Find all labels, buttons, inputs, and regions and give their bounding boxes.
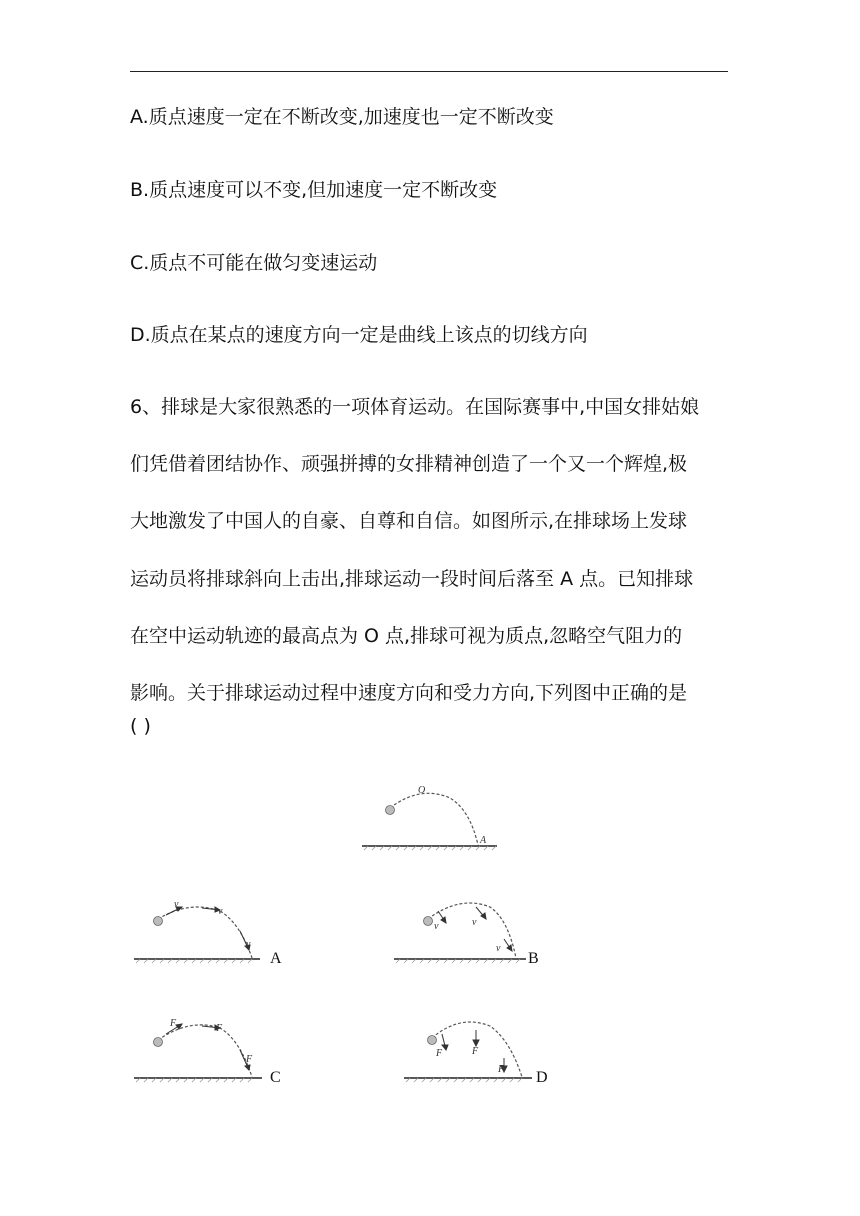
arrow-label-2: v: [472, 917, 477, 928]
main-trajectory-figure: [360, 780, 500, 855]
arrow-label-1: F: [436, 1048, 443, 1059]
question6-line-1: 6、排球是大家很熟悉的一项体育运动。在国际赛事中,中国女排姑娘: [130, 396, 700, 418]
arrow-label-2: F: [472, 1046, 479, 1057]
option-label-c: C: [270, 1069, 281, 1086]
option-d: D.质点在某点的速度方向一定是曲线上该点的切线方向: [130, 324, 588, 346]
question6-line-5: 在空中运动轨迹的最高点为 O 点,排球可视为质点,忽略空气阻力的: [130, 625, 683, 647]
option-label-b: B: [528, 950, 539, 967]
option-a: A.质点速度一定在不断改变,加速度也一定不断改变: [130, 106, 554, 128]
question6-line-3: 大地激发了中国人的自豪、自尊和自信。如图所示,在排球场上发球: [130, 510, 688, 532]
arrow-label-1: v: [174, 899, 179, 910]
ball-icon: [154, 917, 163, 926]
arrow-label-2: F: [216, 1023, 223, 1034]
arrow-label-3: F: [246, 1054, 253, 1065]
arrow-label-3: F: [498, 1064, 505, 1075]
figure-option-b: [390, 895, 550, 970]
figure-option-c: [130, 1012, 290, 1087]
label-o: O: [418, 785, 426, 796]
arrow-label-1: F: [170, 1018, 177, 1029]
ball-icon: [154, 1038, 163, 1047]
arrow-label-1: v: [434, 921, 439, 932]
ball-icon: [424, 917, 433, 926]
option-c: C.质点不可能在做匀变速运动: [130, 252, 378, 274]
question6-line-4: 运动员将排球斜向上击出,排球运动一段时间后落至 A 点。已知排球: [130, 568, 694, 590]
figure-option-d: [400, 1012, 560, 1087]
arrow-label-3: v: [246, 939, 251, 950]
ball-icon: [428, 1036, 437, 1045]
ball-icon: [386, 806, 395, 815]
label-a: A: [480, 835, 487, 846]
question6-line-2: 们凭借着团结协作、顽强拼搏的女排精神创造了一个又一个辉煌,极: [130, 453, 688, 475]
option-label-d: D: [536, 1069, 548, 1086]
option-label-a: A: [270, 950, 282, 967]
question6-line-7: ( ): [130, 715, 151, 737]
header-rule: [130, 71, 728, 72]
arrow-label-2: v: [218, 906, 223, 917]
trajectory-path: [390, 793, 478, 845]
option-b: B.质点速度可以不变,但加速度一定不断改变: [130, 179, 498, 201]
figure-option-a: [130, 895, 290, 970]
question6-line-6: 影响。关于排球运动过程中速度方向和受力方向,下列图中正确的是: [130, 682, 688, 704]
arrow-label-3: v: [496, 943, 501, 954]
